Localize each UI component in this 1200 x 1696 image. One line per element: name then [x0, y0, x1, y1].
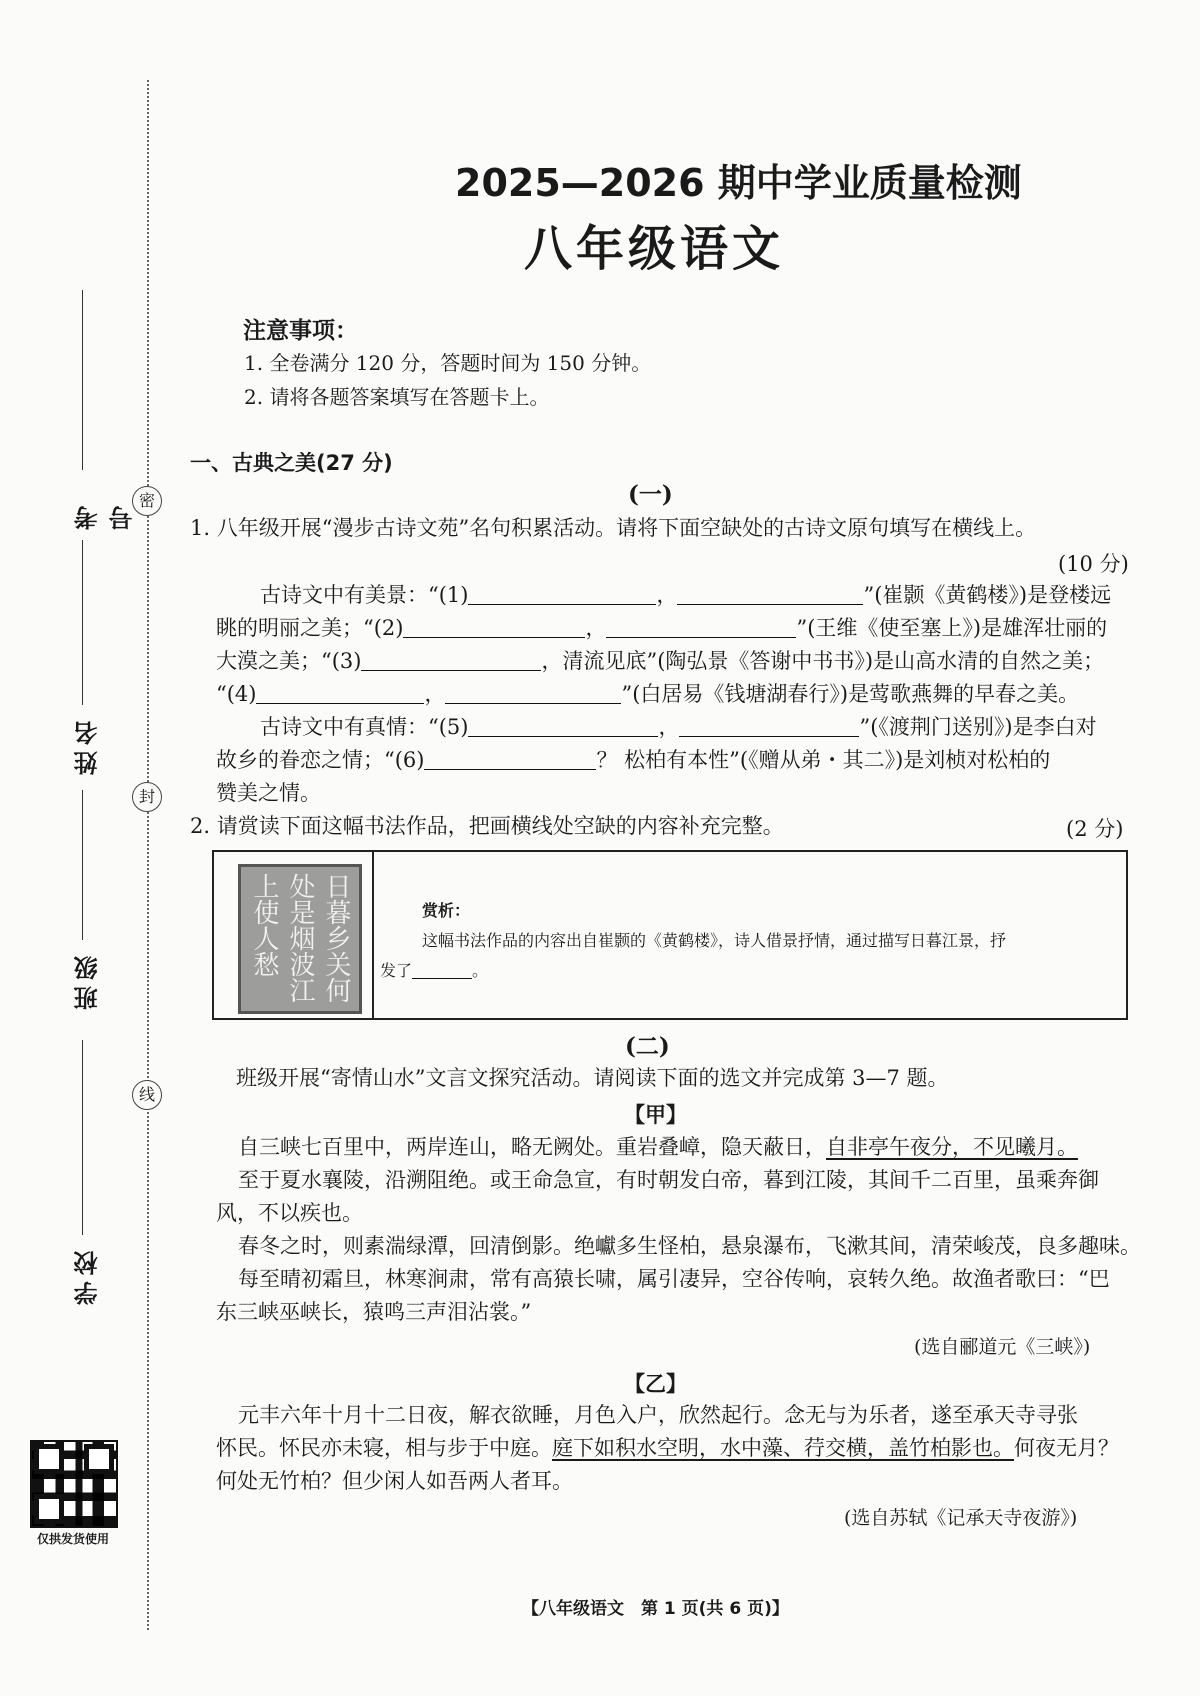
analysis-text-2: 发了 。 [380, 961, 489, 980]
field-exam-number[interactable] [70, 290, 137, 530]
jia-line-3: 风，不以疾也。 [216, 1201, 363, 1225]
jia-line-2: 至于夏水襄陵，沿溯阻绝。或王命急宣，有时朝发白帝，暮到江陵，其间千二百里，虽乘奔御 [238, 1168, 1099, 1192]
passage-label-yi: 【乙】 [624, 1371, 687, 1396]
answer-blank-2b[interactable] [606, 617, 796, 638]
question-1-score: (10 分) [1058, 552, 1129, 576]
seal-char-feng: 封 [132, 782, 162, 812]
answer-blank-4b[interactable] [445, 683, 621, 704]
field-class[interactable] [70, 790, 130, 1030]
question-1-stem: 1. 八年级开展“漫步古诗文苑”名句积累活动。请将下面空缺处的古诗文原句填写在横线上。 [190, 516, 1037, 540]
answer-blank-5a[interactable] [468, 716, 658, 737]
answer-blank-6[interactable] [424, 749, 596, 770]
field-label: 考号 [74, 500, 137, 530]
answer-blank-3[interactable] [361, 650, 541, 671]
seal-char-mi: 密 [132, 486, 162, 516]
answer-blank-q2[interactable] [412, 962, 472, 979]
jia-source: (选自郦道元《三峡》) [914, 1336, 1091, 1358]
page-footer: 【八年级语文 第 1 页(共 6 页)】 [522, 1599, 789, 1619]
notice-item: 2. 请将各题答案填写在答题卡上。 [244, 385, 550, 409]
answer-blank-4a[interactable] [256, 683, 424, 704]
notice-heading: 注意事项： [243, 318, 358, 344]
qr-code [30, 1440, 118, 1528]
q1-line-2: 眺的明丽之美；“(2) ， ”(王维《使至塞上》)是雄浑壮丽的 [216, 616, 1108, 640]
answer-blank-1a[interactable] [468, 584, 656, 605]
q1-line-1: 古诗文中有美景：“(1) ， ”(崔颢《黄鹤楼》)是登楼远 [260, 583, 1112, 607]
jia-line-5: 每至晴初霜旦，林寒涧肃，常有高猿长啸，属引凄异，空谷传响，哀转久绝。故渔者歌曰：“巴 [238, 1267, 1110, 1291]
jia-line-4: 春冬之时，则素湍绿潭，回清倒影。绝巘多生怪柏，悬泉瀑布，飞漱其间，清荣峻茂，良多趣味。 [238, 1234, 1141, 1258]
part-heading: (一) [628, 481, 673, 508]
yi-line-3: 何处无竹柏？但少闲人如吾两人者耳。 [216, 1469, 573, 1493]
notice-item: 1. 全卷满分 120 分，答题时间为 150 分钟。 [244, 351, 652, 375]
q1-line-3: 大漠之美；“(3) ，清流见底”(陶弘景《答谢中书书》)是山高水清的自然之美； [216, 649, 1105, 673]
seal-char-xian: 线 [132, 1080, 162, 1110]
activity-intro: 班级开展“寄情山水”文言文探究活动。请阅读下面的选文并完成第 3—7 题。 [236, 1066, 949, 1090]
passage-label-jia: 【甲】 [624, 1102, 687, 1127]
field-school[interactable] [70, 1040, 130, 1340]
field-label: 班级 [74, 950, 102, 1010]
yi-line-1: 元丰六年十月十二日夜，解衣欲睡，月色入户，欣然起行。念无与为乐者，遂至承天寺寻张 [238, 1403, 1078, 1427]
binding-dotted-line [147, 80, 149, 1630]
calligraphy-column: 日暮乡关何 [321, 873, 351, 1003]
calligraphy-column: 上使人愁 [249, 873, 279, 977]
answer-blank-2a[interactable] [403, 617, 585, 638]
analysis-text: 这幅书法作品的内容出自崔颢的《黄鹤楼》，诗人借景抒情，通过描写日暮江景，抒 [422, 931, 1007, 950]
question-2-score: (2 分) [1066, 817, 1124, 841]
question-2-stem: 2. 请赏读下面这幅书法作品，把画横线处空缺的内容补充完整。 [190, 814, 784, 838]
qr-caption: 仅拱发货使用 [36, 1532, 109, 1546]
q1-line-5: 古诗文中有真情：“(5) ， ”(《渡荆门送别》)是李白对 [260, 715, 1097, 739]
field-label: 姓名 [74, 715, 102, 775]
yi-line-2: 怀民。怀民亦未寝，相与步于中庭。庭下如积水空明，水中藻、荇交横，盖竹柏影也。何夜无月？ [216, 1436, 1119, 1460]
q1-line-4: “(4) ， ”(白居易《钱塘湖春行》)是莺歌燕舞的早春之美。 [216, 682, 1080, 706]
calligraphy-box [212, 850, 1128, 1020]
field-label: 学校 [74, 1245, 102, 1305]
answer-blank-1b[interactable] [677, 584, 863, 605]
jia-line-1: 自三峡七百里中，两岸连山，略无阙处。重岩叠嶂，隐天蔽日，自非亭午夜分，不见曦月。 [238, 1135, 1078, 1159]
field-name[interactable] [70, 540, 130, 780]
jia-line-6: 东三峡巫峡长，猿鸣三声泪沾裳。” [216, 1300, 532, 1324]
yi-source: (选自苏轼《记承天寺夜游》) [844, 1507, 1078, 1529]
section-title: 一、古典之美(27 分) [190, 451, 393, 475]
box-divider [372, 852, 374, 1018]
calligraphy-column: 处是烟波江 [285, 873, 315, 1003]
analysis-heading: 赏析： [422, 901, 471, 920]
q1-line-6: 故乡的眷恋之情；“(6) ？ 松柏有本性”(《赠从弟・其二》)是刘桢对松柏的 [216, 748, 1051, 772]
part-heading: (二) [625, 1033, 670, 1060]
exam-title: 2025—2026 期中学业质量检测 [455, 161, 1022, 205]
calligraphy-image [238, 864, 362, 1014]
subject-title: 八年级语文 [524, 221, 785, 277]
q1-line-7: 赞美之情。 [216, 781, 321, 805]
answer-blank-5b[interactable] [679, 716, 859, 737]
